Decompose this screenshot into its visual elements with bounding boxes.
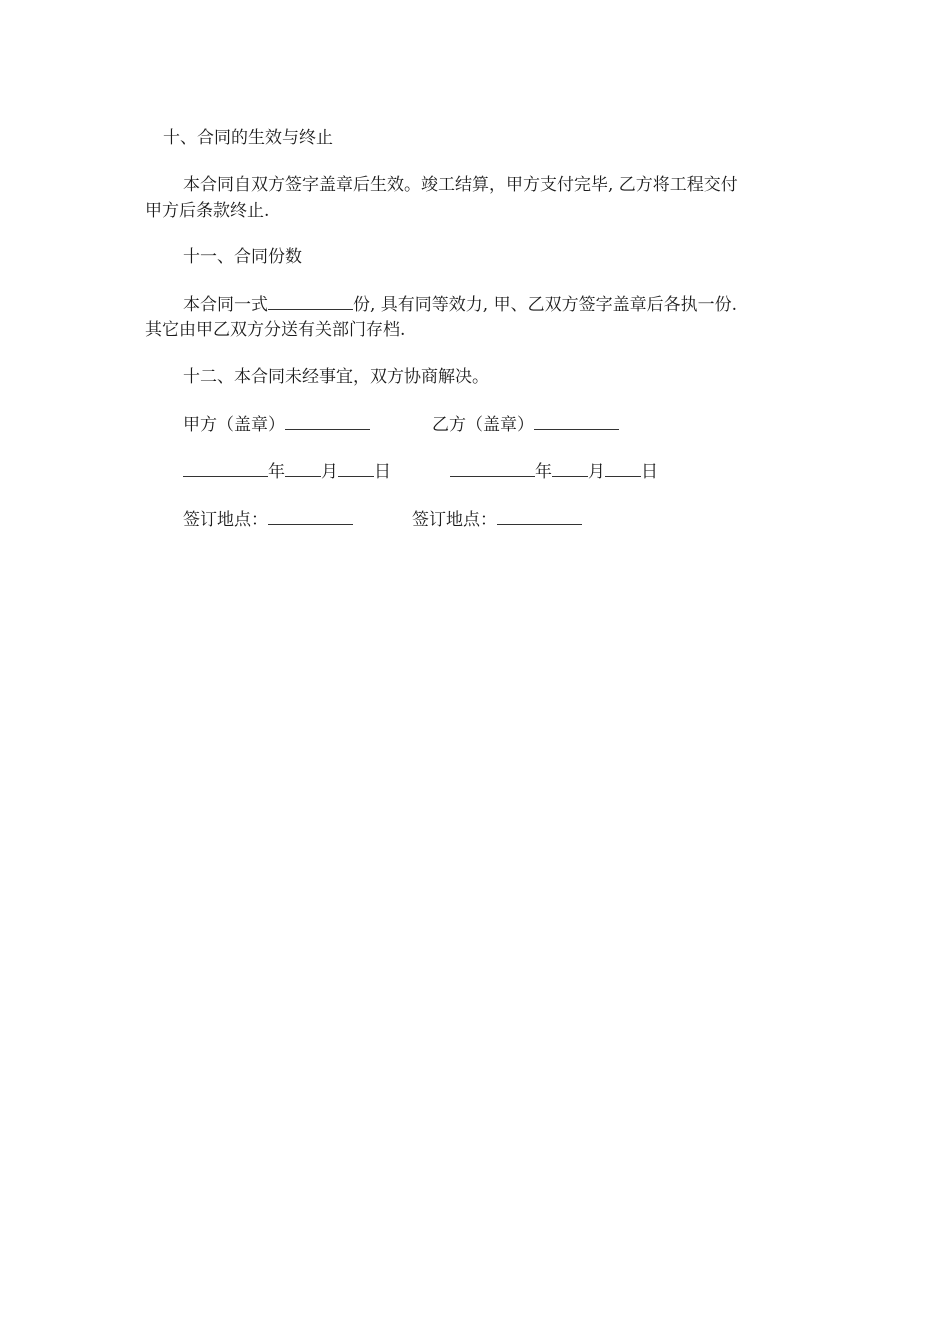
month-label: 月 [321, 462, 338, 482]
party-b-signature [432, 413, 619, 436]
place-label: 签订地点： [183, 510, 268, 530]
party-b-place [412, 508, 582, 531]
month-label: 月 [588, 462, 605, 482]
section-11-heading: 十一、合同份数 [183, 247, 302, 267]
copies-label: 本合同一式 [183, 295, 268, 315]
party-a-place [183, 508, 353, 531]
section-11-body-line2: 其它由甲乙双方分送有关部门存档. [145, 320, 406, 340]
party-b-date [450, 460, 658, 483]
section-10-body-line1: 本合同自双方签字盖章后生效。竣工结算，甲方支付完毕, 乙方将工程交付 [183, 175, 738, 195]
copies-text: 份, 具有同等效力, 甲、乙双方签字盖章后各执一份. [353, 295, 738, 315]
party-b-blank[interactable] [534, 413, 619, 430]
year-label: 年 [268, 462, 285, 482]
place-blank[interactable] [497, 508, 582, 525]
day-blank[interactable] [605, 460, 641, 477]
section-10-body-line2: 甲方后条款终止. [145, 201, 270, 221]
party-a-date [183, 460, 391, 483]
section-12-heading: 十二、本合同未经事宜，双方协商解决。 [183, 367, 489, 387]
section-11-body-line1 [183, 293, 737, 316]
month-blank[interactable] [552, 460, 588, 477]
month-blank[interactable] [285, 460, 321, 477]
year-label: 年 [535, 462, 552, 482]
place-label: 签订地点： [412, 510, 497, 530]
day-blank[interactable] [338, 460, 374, 477]
year-blank[interactable] [450, 460, 535, 477]
place-blank[interactable] [268, 508, 353, 525]
party-a-signature [183, 413, 370, 436]
copies-blank[interactable] [268, 293, 353, 310]
section-10-heading: 十、合同的生效与终止 [163, 128, 333, 148]
party-a-blank[interactable] [285, 413, 370, 430]
party-b-label: 乙方（盖章） [432, 415, 534, 435]
day-label: 日 [374, 462, 391, 482]
party-a-label: 甲方（盖章） [183, 415, 285, 435]
year-blank[interactable] [183, 460, 268, 477]
day-label: 日 [641, 462, 658, 482]
